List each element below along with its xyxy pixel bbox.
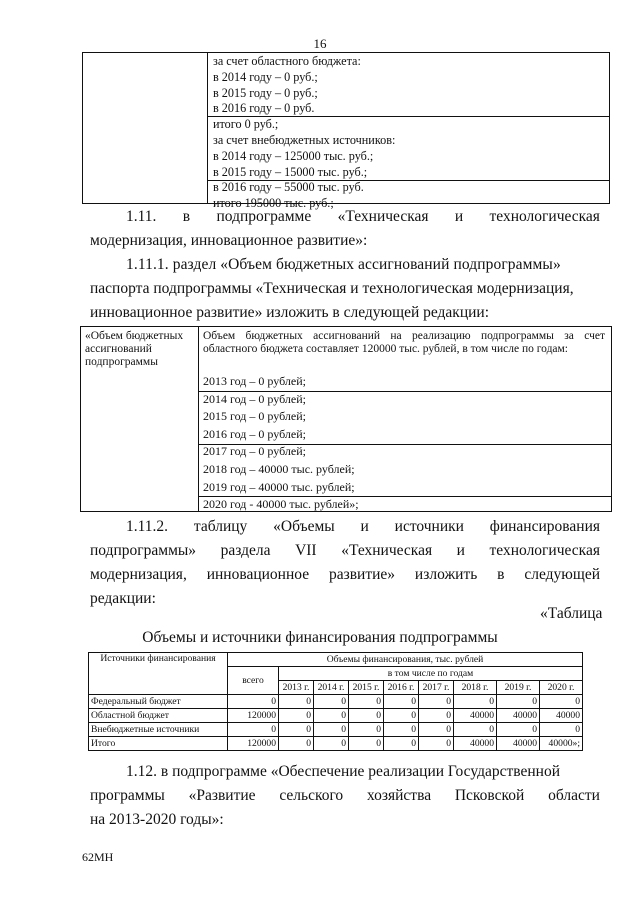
- item-1-11-2-line2: подпрограммы» раздела VII «Техническая и технологическая: [90, 542, 600, 559]
- cell: 0: [314, 737, 349, 751]
- item-1-11-2-line4: редакции:: [90, 590, 156, 607]
- page-number: 16: [313, 36, 327, 51]
- cell: 40000»;: [540, 737, 583, 751]
- funding-line: в 2014 году – 0 руб.;: [213, 69, 318, 84]
- cell: 0: [314, 723, 349, 737]
- cell: 0: [419, 723, 454, 737]
- funding-line: за счет внебюджетных источников:: [213, 132, 396, 147]
- year-line: 2017 год – 0 рублей;: [203, 444, 306, 459]
- cell: 0: [349, 723, 384, 737]
- footer-code: 62МН: [82, 850, 114, 864]
- header-volumes: Объемы финансирования, тыс. рублей: [228, 653, 583, 667]
- row-rule: [207, 180, 609, 181]
- cell: 0: [540, 723, 583, 737]
- cell: 0: [497, 723, 540, 737]
- cell: 0: [279, 723, 314, 737]
- cell: 0: [419, 709, 454, 723]
- row-name: Федеральный бюджет: [89, 695, 228, 709]
- cell: 0: [384, 737, 419, 751]
- row-name: Областной бюджет: [89, 709, 228, 723]
- funding-line: итого 0 руб.;: [213, 117, 279, 132]
- table-row: [89, 709, 583, 723]
- item-1-11-1-line1: 1.11.1. раздел «Объем бюджетных ассигнований подпрограммы»: [126, 256, 561, 273]
- cell: 0: [419, 737, 454, 751]
- cell: 0: [314, 709, 349, 723]
- funding-line: за счет областного бюджета:: [213, 54, 361, 68]
- header-year: 2016 г.: [384, 681, 419, 695]
- funding-line: итого 195000 тыс. руб.;: [213, 196, 334, 211]
- item-1-11-line1: 1.11. в подпрограмме «Техническая и технологическая: [126, 208, 600, 225]
- header-year: 2018 г.: [454, 681, 497, 695]
- cell: 40000: [540, 709, 583, 723]
- funding-line: в 2016 году – 55000 тыс. руб.: [213, 180, 364, 195]
- table-row: [89, 737, 583, 751]
- item-1-12-line1: 1.12. в подпрограмме «Обеспечение реализации Государственной: [126, 763, 561, 780]
- header-year: 2017 г.: [419, 681, 454, 695]
- table-caption: «Таблица: [540, 605, 603, 622]
- cell: 0: [349, 737, 384, 751]
- table-row: [89, 695, 583, 709]
- cell: 40000: [497, 709, 540, 723]
- row-total: 0: [228, 695, 279, 709]
- table-title: Объемы и источники финансирования подпрограммы: [142, 629, 498, 646]
- column-divider: [198, 327, 199, 511]
- item-1-12-line3: на 2013-2020 годы»:: [90, 811, 224, 828]
- cell: 40000: [497, 737, 540, 751]
- funding-lines: [213, 54, 395, 212]
- item-1-11-line2: модернизация, инновационное развитие»:: [90, 232, 368, 249]
- cell: 0: [384, 709, 419, 723]
- item-1-11-2-line3: модернизация, инновационное развитие» изложить в следующей: [90, 566, 600, 583]
- header-year: 2015 г.: [349, 681, 384, 695]
- passport-label: «Объем бюджетных ассигнований подпрограммы: [85, 330, 184, 368]
- table-header-row: [89, 653, 583, 667]
- header-year: 2013 г.: [279, 681, 314, 695]
- cell: 0: [454, 723, 497, 737]
- item-1-11-1-line2: паспорта подпрограммы «Техническая и технологическая модернизация,: [90, 280, 574, 297]
- row-rule: [198, 444, 611, 445]
- cell: 0: [349, 695, 384, 709]
- item-1-11-2-line1: 1.11.2. таблицу «Объемы и источники финансирования: [126, 518, 600, 535]
- passport-intro: Объем бюджетных ассигнований на реализацию подпрограммы за счет областного бюджета составляет 120000 тыс. рублей, в том числе по годам:: [203, 330, 605, 355]
- funding-line: в 2014 году – 125000 тыс. руб.;: [213, 148, 374, 163]
- header-year: 2020 г.: [540, 681, 583, 695]
- year-line: 2015 год – 0 рублей;: [203, 409, 306, 424]
- cell: 0: [384, 695, 419, 709]
- row-total: 120000: [228, 737, 279, 751]
- row-rule: [207, 116, 609, 117]
- year-line: 2013 год – 0 рублей;: [203, 374, 306, 388]
- cell: 0: [454, 695, 497, 709]
- funding-line: в 2015 году – 15000 тыс. руб.;: [213, 164, 368, 179]
- year-line: 2018 год – 40000 тыс. рублей;: [203, 461, 355, 476]
- header-year: 2019 г.: [497, 681, 540, 695]
- cell: 40000: [454, 709, 497, 723]
- row-name: Внебюджетные источники: [89, 723, 228, 737]
- cell: 0: [279, 709, 314, 723]
- cell: 0: [279, 695, 314, 709]
- item-1-12-line2: программы «Развитие сельского хозяйства Псковской области: [90, 787, 600, 804]
- top-funding-box: [82, 52, 610, 211]
- cell: 0: [419, 695, 454, 709]
- year-line: 2019 год – 40000 тыс. рублей;: [203, 479, 355, 494]
- cell: 40000: [454, 737, 497, 751]
- year-line: 2014 год – 0 рублей;: [203, 391, 306, 406]
- year-line: 2016 год – 0 рублей;: [203, 426, 306, 441]
- header-by-year: в том числе по годам: [279, 667, 583, 681]
- row-name: Итого: [89, 737, 228, 751]
- cell: 0: [497, 695, 540, 709]
- header-source: Источники финансирования: [89, 653, 228, 695]
- row-total: 0: [228, 723, 279, 737]
- header-total: всего: [228, 667, 279, 695]
- cell: 0: [540, 695, 583, 709]
- funding-line: в 2015 году – 0 руб.;: [213, 85, 318, 100]
- year-line: 2020 год - 40000 тыс. рублей»;: [203, 497, 359, 512]
- header-year: 2014 г.: [314, 681, 349, 695]
- row-total: 120000: [228, 709, 279, 723]
- row-rule: [198, 496, 611, 497]
- cell: 0: [349, 709, 384, 723]
- passport-box: [80, 326, 612, 512]
- item-1-11-1-line3: инновационное развитие» изложить в следующей редакции:: [90, 304, 490, 321]
- funding-line: в 2016 году – 0 руб.: [213, 101, 315, 116]
- cell: 0: [314, 695, 349, 709]
- finance-table: [88, 652, 583, 751]
- table-row: [89, 723, 583, 737]
- cell: 0: [279, 737, 314, 751]
- cell: 0: [384, 723, 419, 737]
- row-rule: [198, 391, 611, 392]
